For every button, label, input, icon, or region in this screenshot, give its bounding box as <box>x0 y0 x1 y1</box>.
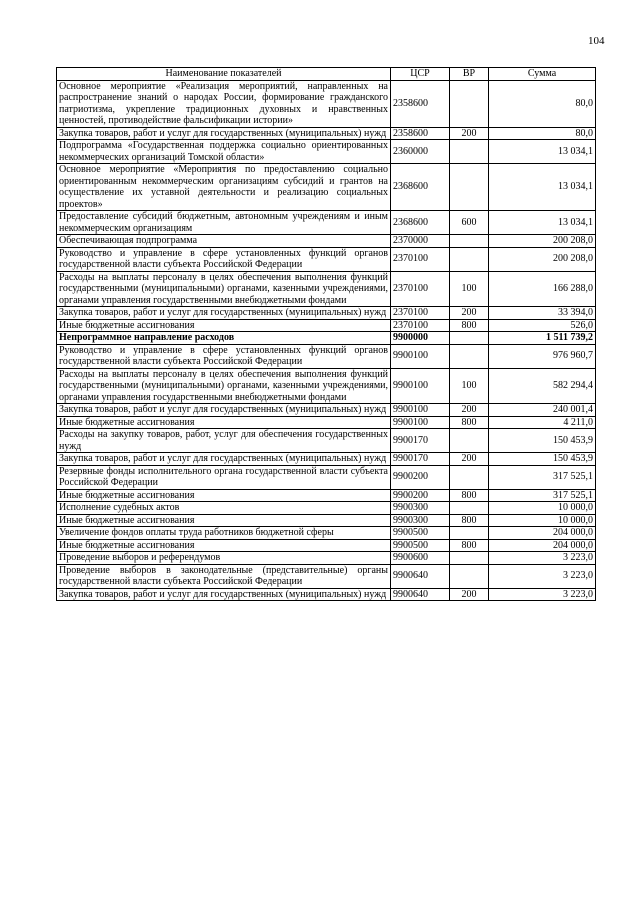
row-sum-cell: 204 000,0 <box>489 527 596 540</box>
table-row <box>57 307 596 320</box>
row-name-cell: Проведение выборов и референдумов <box>57 552 391 565</box>
row-sum-cell: 13 034,1 <box>489 211 596 235</box>
row-type-cell: 200 <box>450 404 489 417</box>
row-name-cell: Проведение выборов в законодательные (представительные) органы государственной власти субъекта Российской Федерации <box>57 564 391 588</box>
row-type-cell: 800 <box>450 489 489 502</box>
row-code-cell: 2360000 <box>391 140 450 164</box>
row-type-cell: 100 <box>450 368 489 404</box>
row-code-cell: 2358600 <box>391 127 450 140</box>
row-type-cell <box>450 465 489 489</box>
row-sum-cell: 240 001,4 <box>489 404 596 417</box>
row-code-cell: 9900200 <box>391 489 450 502</box>
row-name-cell: Непрограммное направление расходов <box>57 332 391 345</box>
header-sum: Сумма <box>489 68 596 81</box>
row-type-cell: 600 <box>450 211 489 235</box>
header-type: ВР <box>450 68 489 81</box>
row-code-cell: 2370100 <box>391 307 450 320</box>
row-sum-cell: 166 288,0 <box>489 271 596 307</box>
table-row <box>57 319 596 332</box>
row-name-cell: Основное мероприятие «Реализация мероприятий, направленных на распространение знаний о народах России, формирование гражданского патриотизма, укрепление традиционных духовных и нравственных ценностей, противодействие фальсификации истории» <box>57 80 391 127</box>
table-row <box>57 368 596 404</box>
row-code-cell: 9900170 <box>391 453 450 466</box>
row-name-cell: Увеличение фондов оплаты труда работников бюджетной сферы <box>57 527 391 540</box>
row-type-cell: 200 <box>450 127 489 140</box>
row-code-cell: 9900500 <box>391 539 450 552</box>
row-name-cell: Подпрограмма «Государственная поддержка социально ориентированных некоммерческих организаций Томской области» <box>57 140 391 164</box>
row-code-cell: 9900500 <box>391 527 450 540</box>
row-code-cell: 9900640 <box>391 588 450 601</box>
row-sum-cell: 150 453,9 <box>489 429 596 453</box>
header-name: Наименование показателей <box>57 68 391 81</box>
table-row <box>57 235 596 248</box>
row-name-cell: Руководство и управление в сфере установленных функций органов государственной власти субъекта Российской Федерации <box>57 344 391 368</box>
row-sum-cell: 33 394,0 <box>489 307 596 320</box>
table-row <box>57 404 596 417</box>
row-sum-cell: 526,0 <box>489 319 596 332</box>
row-name-cell: Руководство и управление в сфере установленных функций органов государственной власти субъекта Российской Федерации <box>57 247 391 271</box>
row-type-cell <box>450 247 489 271</box>
table-row <box>57 527 596 540</box>
row-name-cell: Исполнение судебных актов <box>57 502 391 515</box>
row-type-cell: 200 <box>450 453 489 466</box>
table-row <box>57 429 596 453</box>
row-name-cell: Расходы на выплаты персоналу в целях обеспечения выполнения функций государственными (муниципальными) органами, казенными учреждениями, органами управления государственными внебюджетными фондами <box>57 271 391 307</box>
table-row <box>57 502 596 515</box>
row-name-cell: Закупка товаров, работ и услуг для государственных (муниципальных) нужд <box>57 404 391 417</box>
table-row <box>57 164 596 211</box>
row-type-cell <box>450 164 489 211</box>
row-code-cell: 9900100 <box>391 404 450 417</box>
row-code-cell: 2368600 <box>391 164 450 211</box>
row-name-cell: Закупка товаров, работ и услуг для государственных (муниципальных) нужд <box>57 307 391 320</box>
row-sum-cell: 1 511 739,2 <box>489 332 596 345</box>
table-row <box>57 80 596 127</box>
table-row <box>57 271 596 307</box>
row-sum-cell: 976 960,7 <box>489 344 596 368</box>
row-code-cell: 9900300 <box>391 502 450 515</box>
row-code-cell: 9900100 <box>391 416 450 429</box>
row-type-cell: 800 <box>450 319 489 332</box>
row-name-cell: Закупка товаров, работ и услуг для государственных (муниципальных) нужд <box>57 453 391 466</box>
row-code-cell: 9900100 <box>391 344 450 368</box>
row-name-cell: Иные бюджетные ассигнования <box>57 416 391 429</box>
row-type-cell: 200 <box>450 307 489 320</box>
table-row <box>57 564 596 588</box>
row-name-cell: Иные бюджетные ассигнования <box>57 489 391 502</box>
row-code-cell: 9900300 <box>391 514 450 527</box>
table-row <box>57 453 596 466</box>
row-name-cell: Обеспечивающая подпрограмма <box>57 235 391 248</box>
row-sum-cell: 317 525,1 <box>489 465 596 489</box>
row-code-cell: 9900100 <box>391 368 450 404</box>
table-row <box>57 514 596 527</box>
row-type-cell <box>450 332 489 345</box>
budget-table <box>56 67 596 601</box>
row-sum-cell: 582 294,4 <box>489 368 596 404</box>
row-name-cell: Резервные фонды исполнительного органа государственной власти субъекта Российской Федерации <box>57 465 391 489</box>
row-code-cell: 9900640 <box>391 564 450 588</box>
table-row <box>57 552 596 565</box>
row-name-cell: Предоставление субсидий бюджетным, автономным учреждениям и иным некоммерческим организациям <box>57 211 391 235</box>
table-row <box>57 588 596 601</box>
header-code: ЦСР <box>391 68 450 81</box>
row-type-cell <box>450 235 489 248</box>
row-sum-cell: 150 453,9 <box>489 453 596 466</box>
table-body <box>57 80 596 601</box>
row-code-cell: 9900000 <box>391 332 450 345</box>
row-sum-cell: 10 000,0 <box>489 502 596 515</box>
row-type-cell <box>450 429 489 453</box>
row-sum-cell: 317 525,1 <box>489 489 596 502</box>
row-name-cell: Иные бюджетные ассигнования <box>57 319 391 332</box>
row-code-cell: 2368600 <box>391 211 450 235</box>
row-name-cell: Расходы на закупку товаров, работ, услуг для обеспечения государственных нужд <box>57 429 391 453</box>
row-sum-cell: 204 000,0 <box>489 539 596 552</box>
row-sum-cell: 13 034,1 <box>489 140 596 164</box>
table-row <box>57 489 596 502</box>
row-type-cell <box>450 527 489 540</box>
table-row <box>57 140 596 164</box>
row-type-cell: 800 <box>450 514 489 527</box>
row-name-cell: Основное мероприятие «Мероприятия по предоставлению социально ориентированным некоммерческим организациям субсидий и грантов на осуществление их уставной деятельности и реализацию социальных проектов» <box>57 164 391 211</box>
row-name-cell: Закупка товаров, работ и услуг для государственных (муниципальных) нужд <box>57 588 391 601</box>
table-row <box>57 344 596 368</box>
row-code-cell: 9900600 <box>391 552 450 565</box>
row-sum-cell: 200 208,0 <box>489 235 596 248</box>
row-type-cell: 100 <box>450 271 489 307</box>
row-type-cell <box>450 502 489 515</box>
row-type-cell <box>450 80 489 127</box>
table-row <box>57 539 596 552</box>
row-type-cell: 800 <box>450 539 489 552</box>
row-type-cell <box>450 344 489 368</box>
row-sum-cell: 3 223,0 <box>489 552 596 565</box>
row-name-cell: Закупка товаров, работ и услуг для государственных (муниципальных) нужд <box>57 127 391 140</box>
row-type-cell <box>450 564 489 588</box>
table-row <box>57 247 596 271</box>
row-name-cell: Иные бюджетные ассигнования <box>57 539 391 552</box>
table-row <box>57 211 596 235</box>
row-sum-cell: 3 223,0 <box>489 564 596 588</box>
table-row <box>57 127 596 140</box>
row-code-cell: 2370100 <box>391 271 450 307</box>
row-code-cell: 2370000 <box>391 235 450 248</box>
row-sum-cell: 3 223,0 <box>489 588 596 601</box>
row-sum-cell: 4 211,0 <box>489 416 596 429</box>
row-code-cell: 2358600 <box>391 80 450 127</box>
row-name-cell: Расходы на выплаты персоналу в целях обеспечения выполнения функций государственными (муниципальными) органами, казенными учреждениями, органами управления государственными внебюджетными фондами <box>57 368 391 404</box>
row-sum-cell: 13 034,1 <box>489 164 596 211</box>
row-type-cell: 200 <box>450 588 489 601</box>
row-code-cell: 9900170 <box>391 429 450 453</box>
row-type-cell <box>450 140 489 164</box>
row-name-cell: Иные бюджетные ассигнования <box>57 514 391 527</box>
row-sum-cell: 80,0 <box>489 127 596 140</box>
row-code-cell: 9900200 <box>391 465 450 489</box>
row-type-cell <box>450 552 489 565</box>
row-code-cell: 2370100 <box>391 247 450 271</box>
row-sum-cell: 200 208,0 <box>489 247 596 271</box>
table-header-row <box>57 68 596 81</box>
table-row <box>57 416 596 429</box>
table-row <box>57 332 596 345</box>
row-sum-cell: 80,0 <box>489 80 596 127</box>
page-number: 104 <box>588 35 605 47</box>
row-sum-cell: 10 000,0 <box>489 514 596 527</box>
row-code-cell: 2370100 <box>391 319 450 332</box>
row-type-cell: 800 <box>450 416 489 429</box>
table-row <box>57 465 596 489</box>
